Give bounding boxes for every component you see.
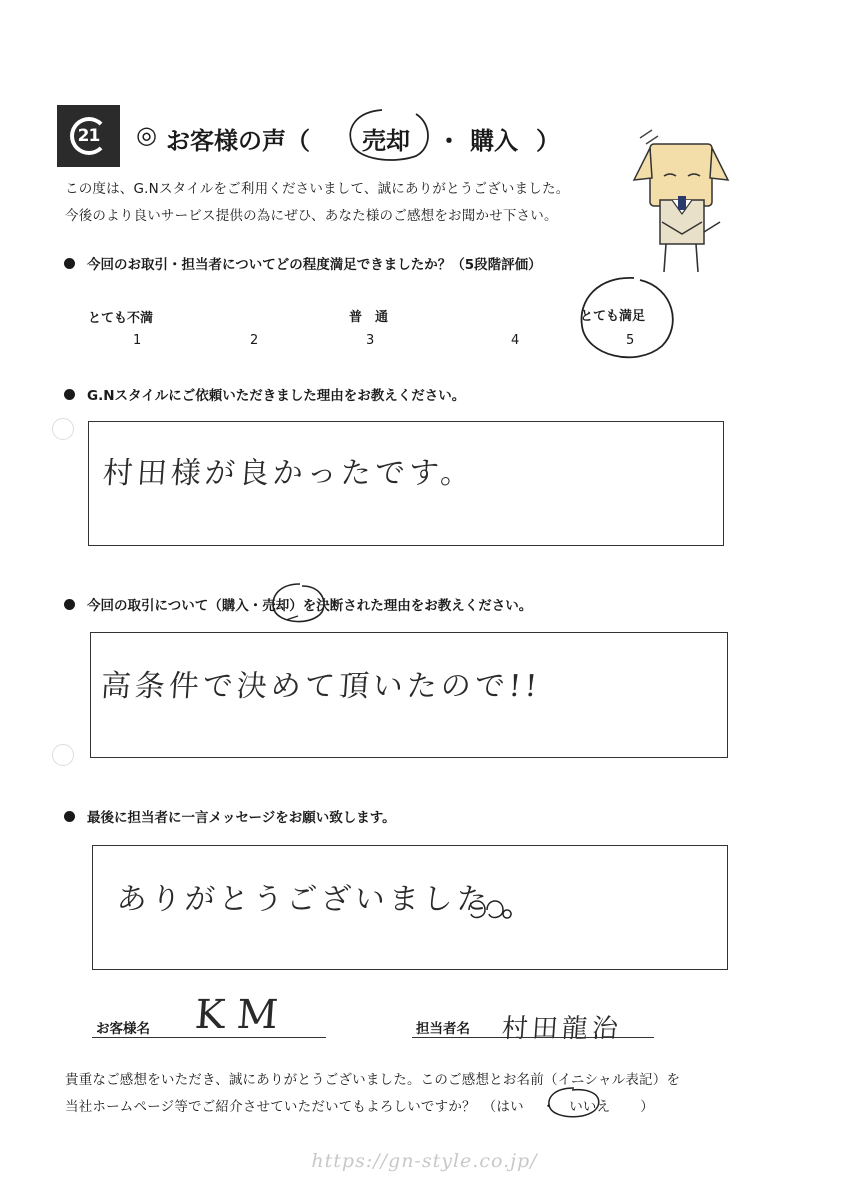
punch-hole xyxy=(52,744,74,766)
consent-separator-no[interactable]: ・ いいえ xyxy=(541,1099,611,1115)
question-bullet xyxy=(64,389,75,400)
scale-label-low: とても不満 xyxy=(88,311,154,326)
customer-name-value: KM xyxy=(193,992,292,1038)
selected-rating-circle xyxy=(574,274,684,370)
question-bullet xyxy=(64,811,75,822)
q3-question-suffix: ）を決断された理由をお教えください。 xyxy=(289,598,533,614)
scale-option-4[interactable]: 4 xyxy=(511,333,520,348)
q3-question-circled: 売却 xyxy=(262,598,290,614)
logo-ring xyxy=(70,117,108,155)
century21-logo xyxy=(57,105,120,167)
staff-name-label: 担当者名 xyxy=(416,1021,470,1037)
punch-hole xyxy=(52,418,74,440)
q2-question: G.Nスタイルにご依頼いただきました理由をお教えください。 xyxy=(87,388,466,404)
scale-label-mid: 普 通 xyxy=(349,310,389,325)
q4-question: 最後に担当者に一言メッセージをお願い致します。 xyxy=(87,810,396,826)
sell-circle-mark xyxy=(268,580,328,628)
q3-answer-box[interactable] xyxy=(90,632,728,758)
staff-name-line xyxy=(412,1037,654,1038)
scale-option-5[interactable]: 5 xyxy=(626,333,635,348)
logo-text: 21 xyxy=(77,126,100,146)
q4-answer-text: ありがとうございました xyxy=(115,882,492,917)
consent-yes-option[interactable]: はい xyxy=(496,1099,524,1115)
q3-question-prefix: 今回の取引について（購入・ xyxy=(87,598,263,614)
scale-option-3[interactable]: 3 xyxy=(366,333,375,348)
q1-question: 今回のお取引・担当者についてどの程度満足できましたか？（5段階評価） xyxy=(87,257,542,273)
staff-name-value: 村田龍治 xyxy=(500,1014,623,1044)
dog-mascot-illustration xyxy=(612,122,737,282)
title-option-sell: 売却 xyxy=(362,127,410,155)
website-url-watermark: https://gn-style.co.jp/ xyxy=(311,1150,538,1172)
consent-close-paren: ） xyxy=(640,1099,654,1115)
customer-name-label: お客様名 xyxy=(96,1021,150,1037)
q4-answer-box[interactable] xyxy=(92,845,728,970)
intro-line-1: この度は、G.Nスタイルをご利用くださいまして、誠にありがとうございました。 xyxy=(65,181,570,197)
question-bullet xyxy=(64,599,75,610)
scale-label-high: とても満足 xyxy=(580,309,646,324)
customer-name-line xyxy=(92,1037,326,1038)
title-separator: ・ xyxy=(437,127,461,155)
q3-answer-text: 高条件で決めて頂いたので!! xyxy=(99,669,543,704)
smile-doodle-icon xyxy=(463,896,515,924)
question-bullet xyxy=(64,258,75,269)
intro-line-2: 今後のより良いサービス提供の為にぜひ、あなた様のご感想をお聞かせ下さい。 xyxy=(65,208,558,224)
consent-line-1: 貴重なご感想をいただき、誠にありがとうございました。このご感想とお名前（イニシャル表記）を xyxy=(65,1072,681,1088)
title-option-buy: 購入 xyxy=(470,127,518,155)
title-mark-icon: ◎ xyxy=(136,121,157,149)
scale-option-2[interactable]: 2 xyxy=(250,333,259,348)
title-close-paren: ） xyxy=(536,127,560,155)
consent-question: 当社ホームページ等でご紹介させていただいてもよろしいですか？ （ xyxy=(65,1099,497,1115)
page-title: お客様の声（ xyxy=(166,127,310,155)
consent-yes-circle xyxy=(544,1084,604,1122)
q2-answer-text: 村田様が良かったです。 xyxy=(101,456,476,491)
q2-answer-box[interactable] xyxy=(88,421,724,546)
scale-option-1[interactable]: 1 xyxy=(133,333,142,348)
sell-circle-mark xyxy=(342,104,434,166)
